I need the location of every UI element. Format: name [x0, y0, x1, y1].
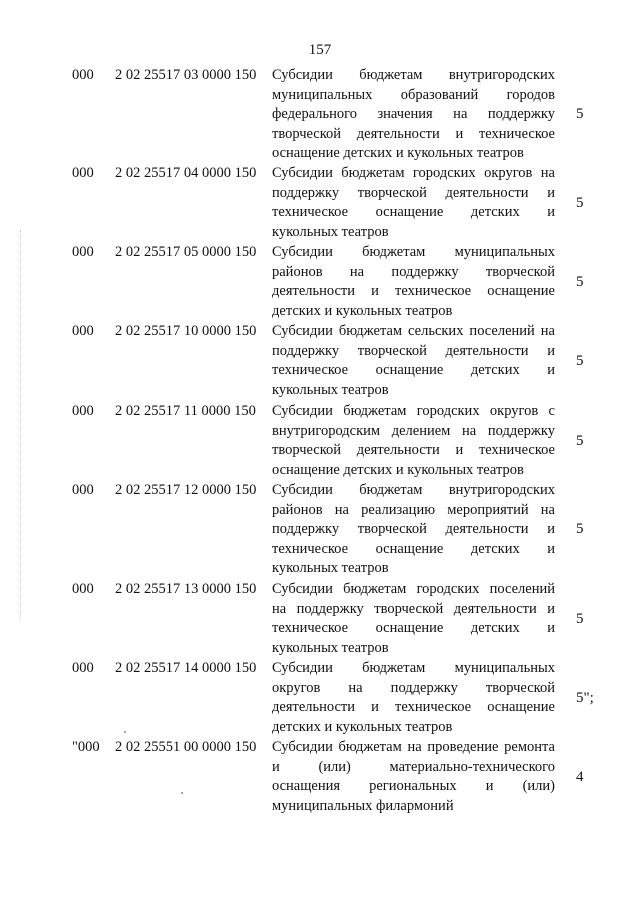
description-line: поддержку творческой деятельности и: [272, 342, 555, 359]
description-line: Субсидии бюджетам городских округов на: [272, 165, 555, 181]
description-line: деятельности и техническое оснащение: [272, 699, 555, 715]
revenue-description: [272, 580, 555, 658]
budget-classification-code: 2 02 25517 04 0000 150: [115, 165, 257, 181]
amount-value: 5: [576, 274, 584, 290]
description-line: кукольных театров: [272, 560, 389, 576]
description-line: Субсидии бюджетам внутригородских: [272, 482, 555, 498]
revenue-description: [272, 322, 555, 400]
description-line: детских и кукольных театров: [272, 302, 453, 319]
admin-code: 000: [72, 660, 94, 676]
description-line: техническое оснащение детских и: [272, 204, 555, 220]
scan-artifact-dot: [124, 731, 126, 733]
amount-value: 5: [576, 106, 584, 122]
amount-value: 5";: [576, 690, 594, 706]
description-line: на поддержку творческой деятельности и: [272, 600, 555, 617]
revenue-description: [272, 164, 555, 242]
description-line: муниципальных филармоний: [272, 797, 454, 814]
description-line: муниципальных образований городов: [272, 86, 555, 103]
description-line: творческой деятельности и техническое: [272, 442, 555, 458]
description-line: поддержку творческой деятельности и: [272, 521, 555, 537]
description-line: Субсидии бюджетам муниципальных: [272, 244, 555, 260]
revenue-description: [272, 402, 555, 480]
amount-value: 5: [576, 611, 584, 627]
description-line: Субсидии бюджетам муниципальных: [272, 660, 555, 676]
description-line: поддержку творческой деятельности и: [272, 184, 555, 201]
budget-classification-code: 2 02 25517 14 0000 150: [115, 660, 257, 676]
description-line: деятельности и техническое оснащение: [272, 283, 555, 299]
description-line: техническое оснащение детских и: [272, 362, 555, 378]
admin-code: 000: [72, 482, 94, 498]
revenue-description: [272, 243, 555, 321]
description-line: оснащение детских и кукольных театров: [272, 145, 524, 161]
description-line: районов на поддержку творческой: [272, 263, 555, 280]
budget-classification-code: 2 02 25517 10 0000 150: [115, 323, 257, 339]
budget-classification-code: 2 02 25517 13 0000 150: [115, 581, 257, 597]
description-line: кукольных театров: [272, 223, 389, 240]
description-line: округов на поддержку творческой: [272, 679, 555, 696]
description-line: Субсидии бюджетам на проведение ремонта: [272, 739, 555, 755]
amount-value: 5: [576, 521, 584, 537]
page-number: 157: [308, 42, 332, 58]
admin-code: 000: [72, 67, 94, 83]
admin-code: 000: [72, 323, 94, 339]
description-line: детских и кукольных театров: [272, 718, 453, 735]
description-line: оснащения региональных и (или): [272, 778, 555, 794]
description-line: Субсидии бюджетам внутригородских: [272, 67, 555, 83]
description-line: оснащение детских и кукольных театров: [272, 461, 524, 478]
admin-code: 000: [72, 244, 94, 260]
description-line: техническое оснащение детских и: [272, 620, 555, 636]
description-line: внутригородским делением на поддержку: [272, 422, 555, 439]
revenue-description: [272, 738, 555, 816]
scan-margin-line: [20, 230, 22, 620]
description-line: техническое оснащение детских и: [272, 540, 555, 557]
description-line: и (или) материально-технического: [272, 758, 555, 775]
admin-code: "000: [72, 739, 100, 755]
revenue-description: [272, 659, 555, 737]
description-line: Субсидии бюджетам сельских поселений на: [272, 323, 555, 339]
description-line: кукольных театров: [272, 639, 389, 656]
revenue-description: [272, 481, 555, 579]
admin-code: 000: [72, 581, 94, 597]
description-line: творческой деятельности и техническое: [272, 125, 555, 142]
admin-code: 000: [72, 403, 94, 419]
revenue-description: [272, 66, 555, 164]
description-line: Субсидии бюджетам городских округов с: [272, 403, 555, 419]
budget-classification-code: 2 02 25517 05 0000 150: [115, 244, 257, 260]
description-line: кукольных театров: [272, 381, 389, 398]
description-line: федерального значения на поддержку: [272, 106, 555, 122]
budget-classification-code: 2 02 25551 00 0000 150: [115, 739, 257, 755]
budget-classification-code: 2 02 25517 11 0000 150: [115, 403, 256, 419]
amount-value: 4: [576, 769, 584, 785]
amount-value: 5: [576, 353, 584, 369]
budget-classification-code: 2 02 25517 03 0000 150: [115, 67, 257, 83]
amount-value: 5: [576, 195, 584, 211]
scan-artifact-dot: [181, 792, 183, 794]
admin-code: 000: [72, 165, 94, 181]
budget-classification-code: 2 02 25517 12 0000 150: [115, 482, 257, 498]
description-line: Субсидии бюджетам городских поселений: [272, 581, 555, 597]
description-line: районов на реализацию мероприятий на: [272, 501, 555, 518]
amount-value: 5: [576, 433, 584, 449]
